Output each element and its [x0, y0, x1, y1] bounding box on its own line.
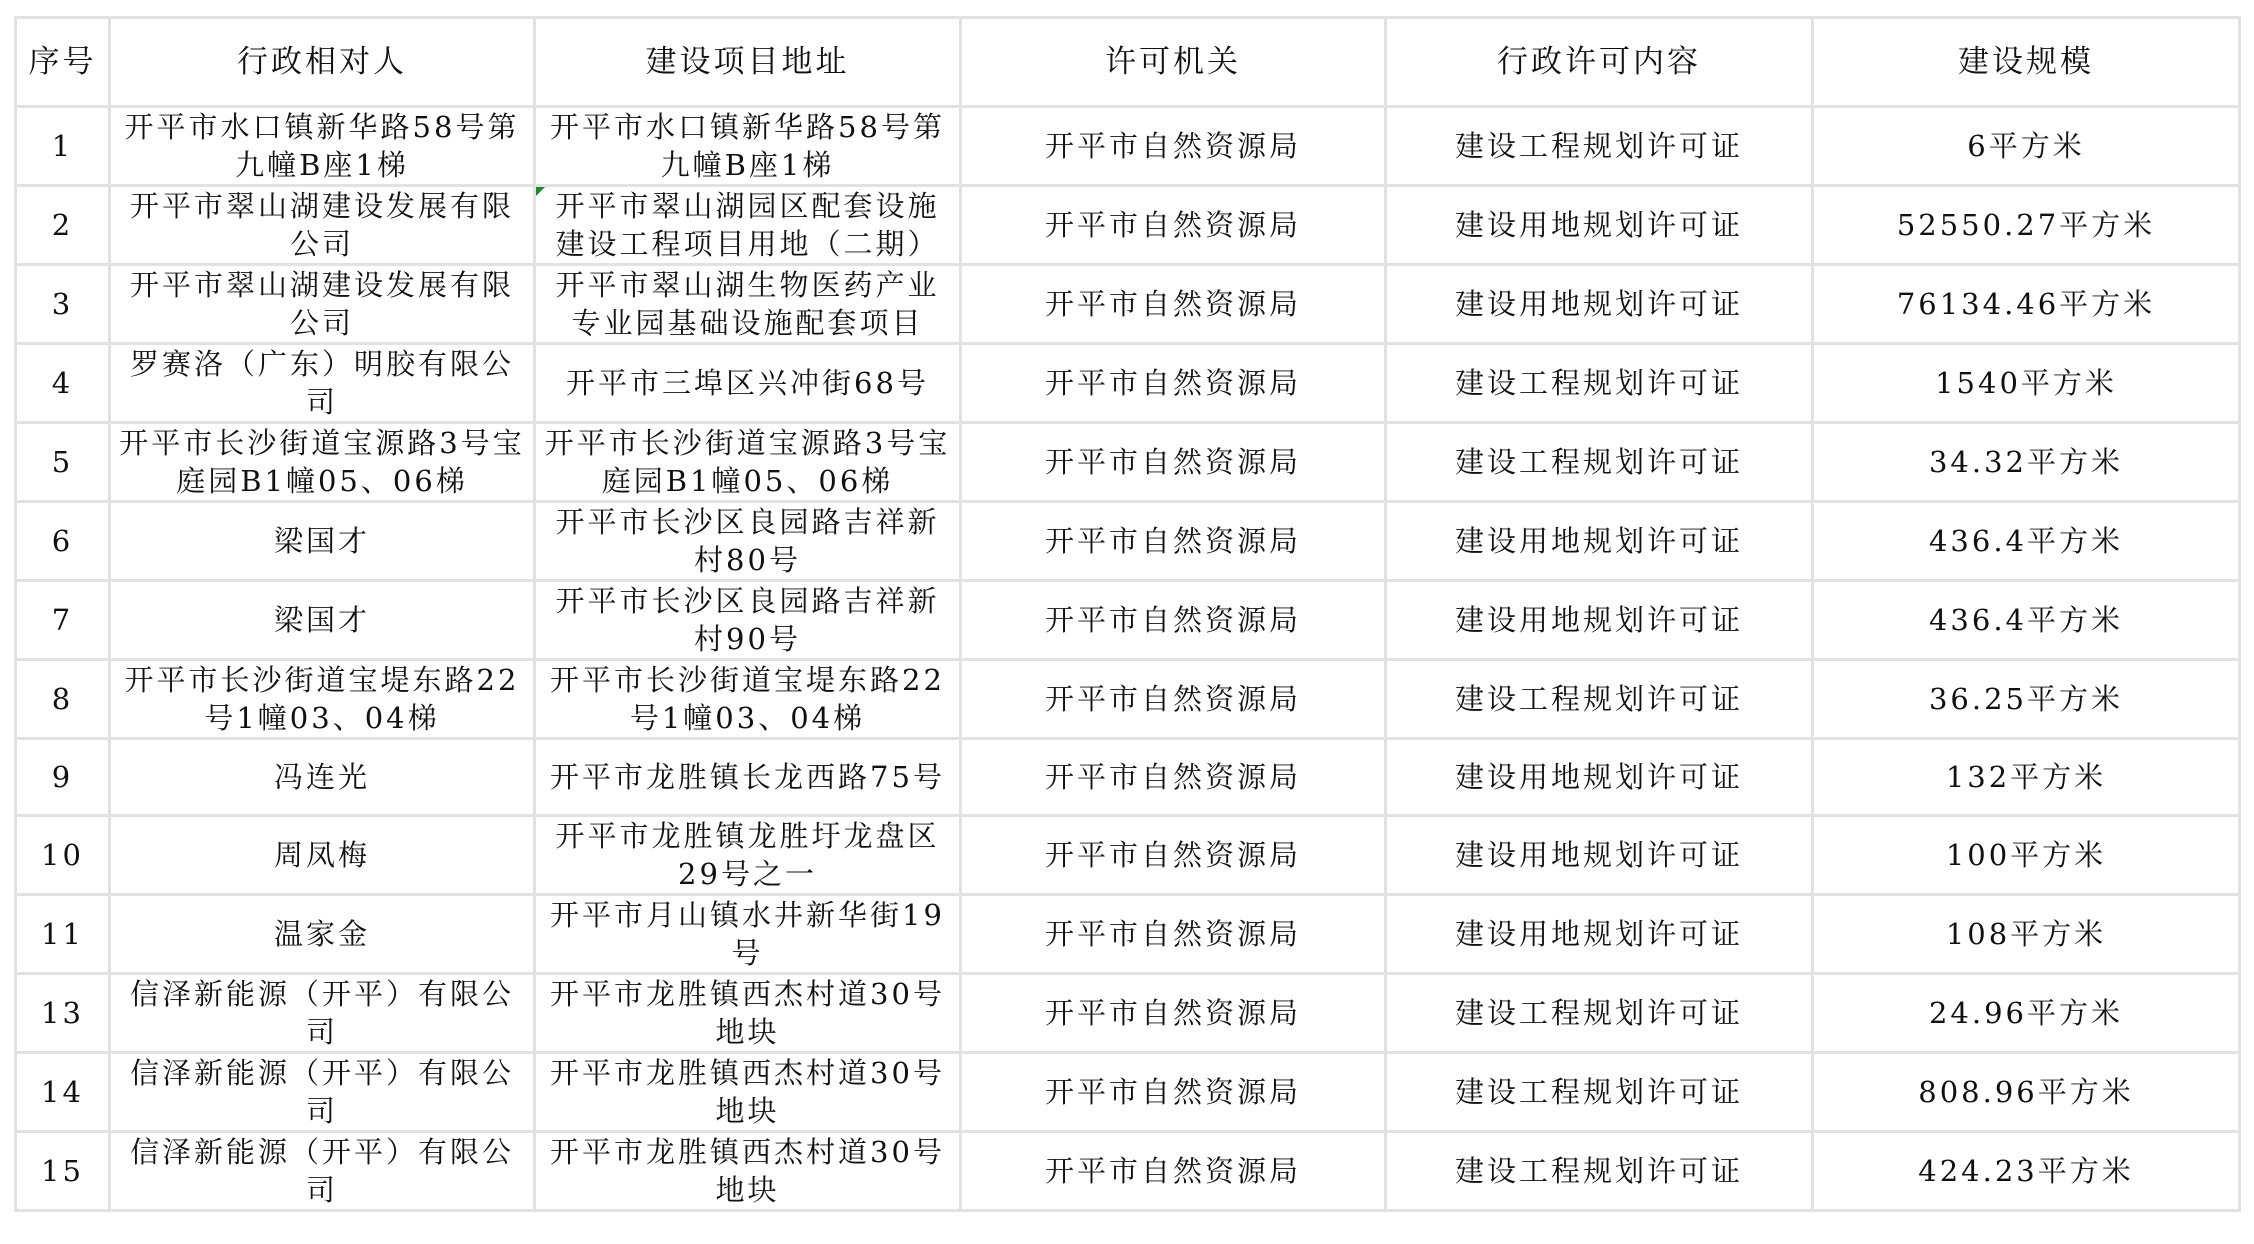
cell-scale[interactable] [1813, 344, 2240, 423]
cell-text: 开平市自然资源局 [1044, 129, 1301, 163]
cell-text: 3 [51, 287, 74, 321]
cell-text: 424.23平方米 [1918, 1154, 2134, 1188]
cell-content[interactable] [1386, 344, 1813, 423]
cell-text: 开平市长沙区良园路吉祥新村90号 [555, 584, 940, 656]
cell-text: 建设工程规划许可证 [1454, 366, 1743, 400]
cell-text: 开平市水口镇新华路58号第九幢B座1梯 [124, 110, 520, 182]
cell-text: 建设用地规划许可证 [1454, 208, 1743, 242]
cell-text: 开平市龙胜镇西杰村道30号地块 [550, 1135, 945, 1207]
cell-content[interactable] [1386, 186, 1813, 265]
comment-marker-icon [536, 187, 545, 196]
cell-address[interactable] [535, 816, 961, 895]
cell-party[interactable] [110, 1053, 535, 1132]
table-row [16, 739, 2240, 816]
cell-text: 开平市自然资源局 [1044, 445, 1301, 479]
cell-text: 建设工程规划许可证 [1454, 682, 1743, 716]
header-authority[interactable]: 许可机关 [961, 18, 1386, 107]
cell-address[interactable] [535, 186, 961, 265]
cell-text: 1540平方米 [1935, 366, 2117, 400]
cell-no[interactable] [16, 739, 110, 816]
table-row [16, 816, 2240, 895]
cell-text: 开平市自然资源局 [1044, 1154, 1301, 1188]
cell-authority[interactable] [961, 895, 1386, 974]
cell-content[interactable] [1386, 974, 1813, 1053]
cell-scale[interactable] [1813, 502, 2240, 581]
cell-text: 132平方米 [1945, 760, 2107, 794]
table-row [16, 344, 2240, 423]
cell-address[interactable] [535, 502, 961, 581]
cell-no[interactable] [16, 502, 110, 581]
table-row [16, 974, 2240, 1053]
table-row [16, 265, 2240, 344]
cell-content[interactable] [1386, 107, 1813, 186]
cell-text: 2 [51, 208, 74, 242]
cell-text: 开平市龙胜镇西杰村道30号地块 [550, 1056, 945, 1128]
cell-party[interactable] [110, 739, 535, 816]
cell-address[interactable] [535, 344, 961, 423]
cell-text: 开平市长沙街道宝源路3号宝庭园B1幢05、06梯 [119, 426, 525, 498]
table-row [16, 1132, 2240, 1211]
cell-text: 开平市自然资源局 [1044, 682, 1301, 716]
cell-content[interactable] [1386, 816, 1813, 895]
cell-text: 开平市龙胜镇龙胜圩龙盘区29号之一 [555, 819, 940, 891]
cell-text: 开平市水口镇新华路58号第九幢B座1梯 [550, 110, 945, 182]
cell-no[interactable] [16, 423, 110, 502]
cell-no[interactable] [16, 107, 110, 186]
cell-text: 436.4平方米 [1928, 524, 2124, 558]
cell-text: 开平市自然资源局 [1044, 366, 1301, 400]
cell-party[interactable] [110, 186, 535, 265]
cell-text: 开平市三埠区兴冲街68号 [566, 366, 929, 400]
cell-text: 24.96平方米 [1928, 996, 2124, 1030]
cell-text: 1 [51, 129, 74, 163]
cell-no[interactable] [16, 895, 110, 974]
cell-content[interactable] [1386, 1132, 1813, 1211]
cell-text: 建设工程规划许可证 [1454, 1154, 1743, 1188]
cell-text: 13 [41, 996, 84, 1030]
table-row [16, 423, 2240, 502]
cell-text: 6平方米 [1967, 129, 2085, 163]
cell-text: 开平市长沙街道宝源路3号宝庭园B1幢05、06梯 [544, 426, 951, 498]
cell-party[interactable] [110, 581, 535, 660]
cell-text: 信泽新能源（开平）有限公司 [129, 1135, 514, 1207]
cell-text: 开平市自然资源局 [1044, 996, 1301, 1030]
cell-scale[interactable] [1813, 1132, 2240, 1211]
table-row [16, 581, 2240, 660]
cell-content[interactable] [1386, 660, 1813, 739]
cell-scale[interactable] [1813, 186, 2240, 265]
cell-no[interactable] [16, 1132, 110, 1211]
cell-text: 开平市翠山湖生物医药产业专业园基础设施配套项目 [555, 268, 940, 340]
cell-authority[interactable] [961, 265, 1386, 344]
cell-text: 建设工程规划许可证 [1454, 1075, 1743, 1109]
cell-text: 梁国才 [273, 524, 370, 558]
cell-address[interactable] [535, 1053, 961, 1132]
cell-text: 108平方米 [1945, 917, 2107, 951]
cell-text: 9 [51, 760, 74, 794]
cell-text: 15 [41, 1154, 84, 1188]
cell-scale[interactable] [1813, 423, 2240, 502]
cell-authority[interactable] [961, 107, 1386, 186]
header-row [16, 18, 2240, 107]
cell-text: 436.4平方米 [1928, 603, 2124, 637]
cell-text: 开平市翠山湖建设发展有限公司 [129, 189, 514, 261]
cell-address[interactable] [535, 739, 961, 816]
cell-content[interactable] [1386, 423, 1813, 502]
cell-text: 36.25平方米 [1928, 682, 2124, 716]
cell-text: 开平市自然资源局 [1044, 208, 1301, 242]
cell-party[interactable] [110, 660, 535, 739]
cell-text: 建设工程规划许可证 [1454, 445, 1743, 479]
cell-party[interactable] [110, 423, 535, 502]
cell-scale[interactable] [1813, 107, 2240, 186]
cell-no[interactable] [16, 660, 110, 739]
cell-scale[interactable] [1813, 1053, 2240, 1132]
cell-text: 周凤梅 [273, 838, 370, 872]
header-no[interactable]: 序号 [16, 18, 110, 107]
cell-party[interactable] [110, 895, 535, 974]
header-content[interactable]: 行政许可内容 [1386, 18, 1813, 107]
cell-address[interactable] [535, 107, 961, 186]
cell-party[interactable] [110, 502, 535, 581]
cell-text: 4 [51, 366, 74, 400]
cell-party[interactable] [110, 265, 535, 344]
cell-authority[interactable] [961, 974, 1386, 1053]
cell-text: 11 [41, 917, 84, 951]
cell-no[interactable] [16, 974, 110, 1053]
cell-text: 罗赛洛（广东）明胶有限公司 [129, 347, 514, 419]
cell-scale[interactable] [1813, 895, 2240, 974]
cell-authority[interactable] [961, 816, 1386, 895]
cell-text: 开平市长沙街道宝堤东路22号1幢03、04梯 [550, 663, 945, 735]
cell-authority[interactable] [961, 660, 1386, 739]
cell-text: 14 [41, 1075, 84, 1109]
cell-text: 建设工程规划许可证 [1454, 996, 1743, 1030]
cell-text: 开平市自然资源局 [1044, 287, 1301, 321]
cell-text: 开平市自然资源局 [1044, 760, 1301, 794]
header-scale[interactable]: 建设规模 [1813, 18, 2240, 107]
permit-table [14, 16, 2241, 1212]
cell-text: 建设工程规划许可证 [1454, 129, 1743, 163]
cell-authority[interactable] [961, 1132, 1386, 1211]
cell-text: 开平市龙胜镇长龙西路75号 [550, 760, 945, 794]
cell-scale[interactable] [1813, 265, 2240, 344]
cell-authority[interactable] [961, 1053, 1386, 1132]
cell-text: 开平市长沙区良园路吉祥新村80号 [555, 505, 940, 577]
header-address[interactable]: 建设项目地址 [535, 18, 961, 107]
cell-text: 10 [41, 838, 84, 872]
cell-address[interactable] [535, 974, 961, 1053]
cell-authority[interactable] [961, 581, 1386, 660]
cell-authority[interactable] [961, 739, 1386, 816]
cell-content[interactable] [1386, 502, 1813, 581]
cell-party[interactable] [110, 816, 535, 895]
cell-party[interactable] [110, 1132, 535, 1211]
cell-address[interactable] [535, 581, 961, 660]
cell-authority[interactable] [961, 502, 1386, 581]
cell-text: 建设用地规划许可证 [1454, 287, 1743, 321]
cell-scale[interactable] [1813, 974, 2240, 1053]
cell-text: 开平市自然资源局 [1044, 838, 1301, 872]
table-row [16, 895, 2240, 974]
cell-content[interactable] [1386, 1053, 1813, 1132]
cell-authority[interactable] [961, 423, 1386, 502]
cell-scale[interactable] [1813, 739, 2240, 816]
cell-no[interactable] [16, 1053, 110, 1132]
cell-text: 建设用地规划许可证 [1454, 603, 1743, 637]
cell-text: 开平市龙胜镇西杰村道30号地块 [550, 977, 945, 1049]
cell-content[interactable] [1386, 739, 1813, 816]
cell-text: 34.32平方米 [1928, 445, 2124, 479]
cell-text: 52550.27平方米 [1896, 208, 2156, 242]
cell-text: 建设用地规划许可证 [1454, 917, 1743, 951]
cell-address[interactable] [535, 423, 961, 502]
cell-no[interactable] [16, 186, 110, 265]
cell-text: 温家金 [273, 917, 370, 951]
cell-text: 建设用地规划许可证 [1454, 838, 1743, 872]
table-row [16, 502, 2240, 581]
cell-text: 冯连光 [273, 760, 370, 794]
cell-text: 开平市月山镇水井新华街19号 [550, 898, 945, 970]
cell-text: 开平市翠山湖园区配套设施建设工程项目用地（二期） [555, 189, 940, 261]
table-row [16, 660, 2240, 739]
table-row [16, 1053, 2240, 1132]
cell-text: 开平市长沙街道宝堤东路22号1幢03、04梯 [124, 663, 520, 735]
cell-text: 开平市自然资源局 [1044, 603, 1301, 637]
cell-address[interactable] [535, 1132, 961, 1211]
table-row [16, 107, 2240, 186]
cell-text: 100平方米 [1945, 838, 2107, 872]
cell-no[interactable] [16, 344, 110, 423]
cell-address[interactable] [535, 895, 961, 974]
cell-address[interactable] [535, 265, 961, 344]
cell-content[interactable] [1386, 581, 1813, 660]
cell-no[interactable] [16, 581, 110, 660]
cell-scale[interactable] [1813, 816, 2240, 895]
cell-address[interactable] [535, 660, 961, 739]
cell-content[interactable] [1386, 895, 1813, 974]
cell-party[interactable] [110, 107, 535, 186]
cell-party[interactable] [110, 974, 535, 1053]
cell-text: 7 [51, 603, 74, 637]
cell-scale[interactable] [1813, 581, 2240, 660]
header-party[interactable]: 行政相对人 [110, 18, 535, 107]
cell-text: 6 [51, 524, 74, 558]
cell-no[interactable] [16, 265, 110, 344]
cell-text: 开平市自然资源局 [1044, 524, 1301, 558]
cell-text: 开平市自然资源局 [1044, 1075, 1301, 1109]
cell-party[interactable] [110, 344, 535, 423]
cell-text: 808.96平方米 [1918, 1075, 2134, 1109]
cell-text: 信泽新能源（开平）有限公司 [129, 977, 514, 1049]
cell-text: 8 [51, 682, 74, 716]
cell-text: 开平市翠山湖建设发展有限公司 [129, 268, 514, 340]
cell-text: 梁国才 [273, 603, 370, 637]
cell-content[interactable] [1386, 265, 1813, 344]
cell-no[interactable] [16, 816, 110, 895]
cell-authority[interactable] [961, 344, 1386, 423]
cell-text: 5 [51, 445, 74, 479]
cell-text: 建设用地规划许可证 [1454, 760, 1743, 794]
cell-text: 76134.46平方米 [1896, 287, 2156, 321]
table-row [16, 186, 2240, 265]
cell-text: 开平市自然资源局 [1044, 917, 1301, 951]
cell-scale[interactable] [1813, 660, 2240, 739]
cell-text: 建设用地规划许可证 [1454, 524, 1743, 558]
cell-text: 信泽新能源（开平）有限公司 [129, 1056, 514, 1128]
cell-authority[interactable] [961, 186, 1386, 265]
